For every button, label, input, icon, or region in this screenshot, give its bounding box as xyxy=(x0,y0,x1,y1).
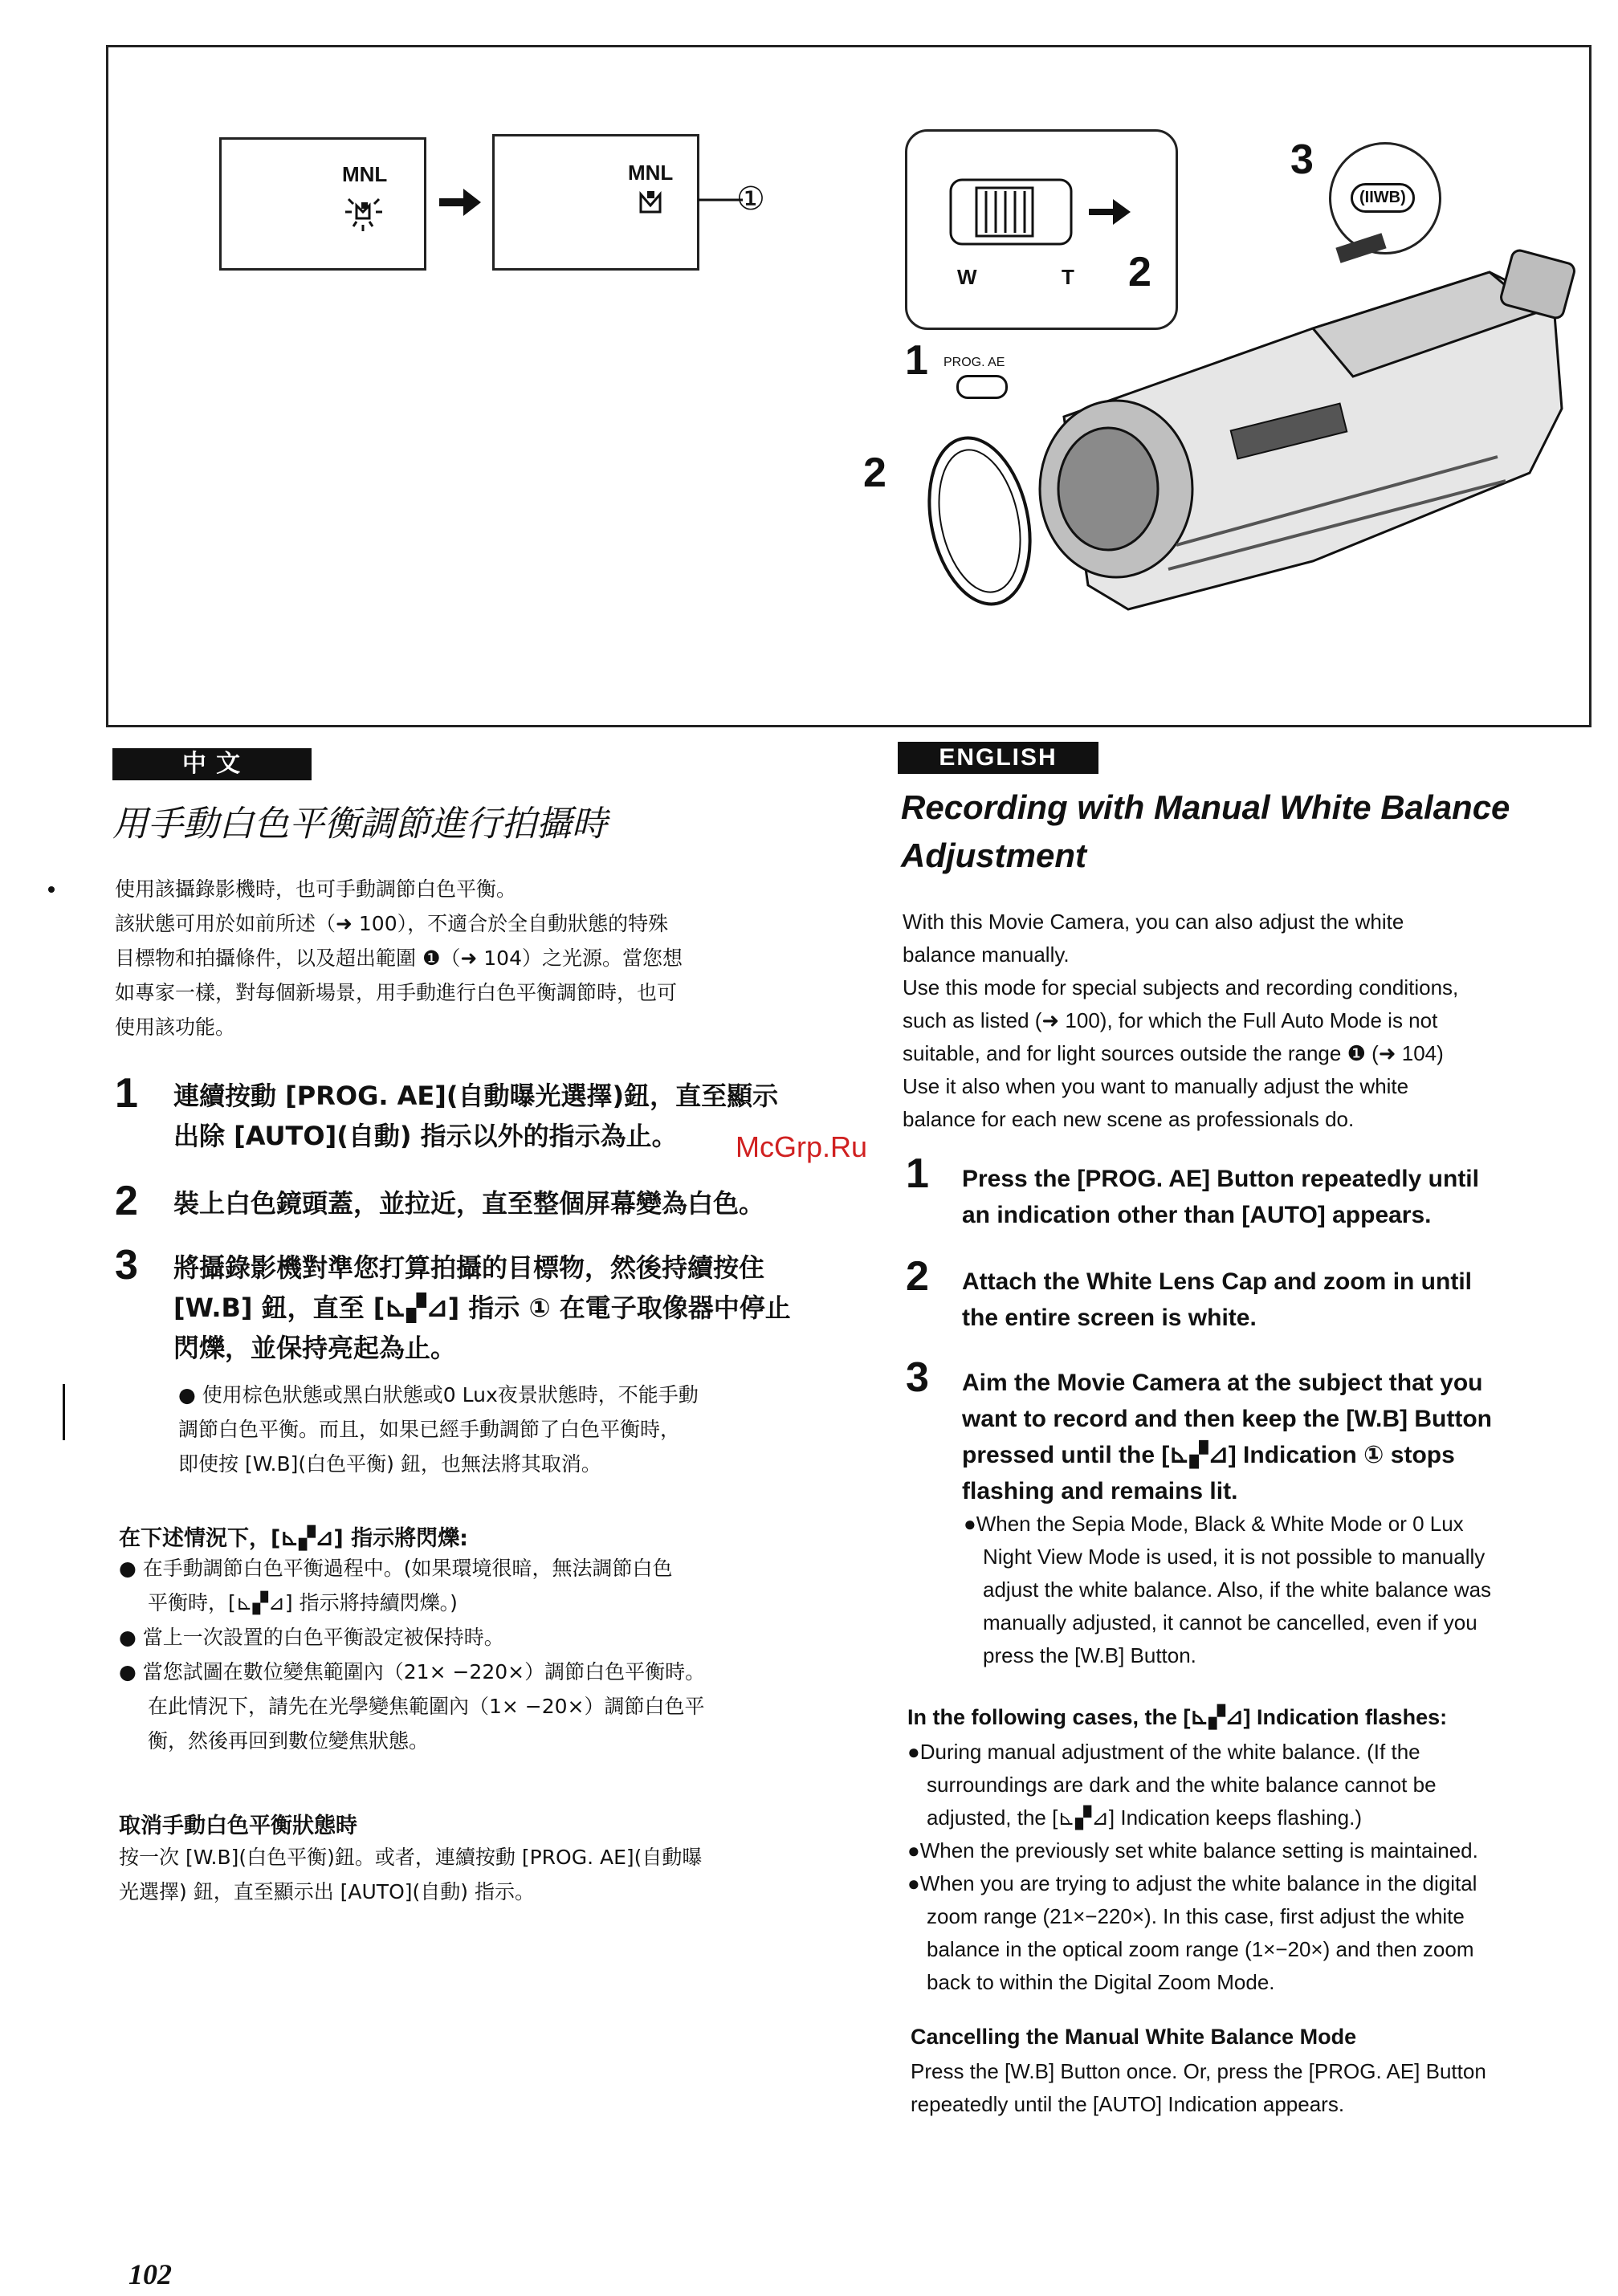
english-section-tag: ENGLISH xyxy=(898,742,1098,774)
text-line: Night View Mode is used, it is not possible to manually xyxy=(983,1545,1486,1569)
figure-step-2-lens-cap: 2 xyxy=(863,450,886,496)
list-item: ●When you are trying to adjust the white balance in the digital xyxy=(907,1871,1477,1895)
text-line: 裝上白色鏡頭蓋，並拉近，直至整個屏幕變為白色。 xyxy=(173,1188,765,1219)
prog-ae-button-icon xyxy=(956,375,1008,399)
list-item: balance in the optical zoom range (1×−20×) and then zoom xyxy=(927,1937,1474,1961)
text-line: 使用該攝錄影機時，也可手動調節白色平衡。 xyxy=(115,877,517,901)
english-cancel-heading: Cancelling the Manual White Balance Mode xyxy=(911,2025,1357,2049)
text-line: balance for each new scene as professionals do. xyxy=(903,1107,1355,1131)
list-item: zoom range (21×−220×). In this case, first adjust the white xyxy=(927,1904,1465,1928)
prog-ae-label: PROG. AE xyxy=(943,356,1005,369)
text-line: such as listed (➜ 100), for which the Full Auto Mode is not xyxy=(903,1008,1438,1032)
text-line: ●When the Sepia Mode, Black & White Mode or 0 Lux xyxy=(964,1512,1464,1536)
text-line: 連續按動 [PROG. AE](自動曝光選擇)鈕，直至顯示 xyxy=(173,1081,779,1111)
illustration-frame xyxy=(106,45,1592,727)
text-line: 按一次 [W.B](白色平衡)鈕。或者，連續按動 [PROG. AE](自動曝 xyxy=(119,1846,703,1869)
text-line: Attach the White Lens Cap and zoom in until xyxy=(962,1268,1472,1295)
figure-step-2-zoom: 2 xyxy=(1128,249,1151,295)
figure-step-1: 1 xyxy=(905,337,928,384)
text-line: ● 使用棕色狀態或黑白狀態或0 Lux夜景狀態時，不能手動 xyxy=(178,1383,699,1407)
arrow-right-icon xyxy=(436,182,484,222)
white-balance-flashing-icon xyxy=(342,188,398,236)
list-item: ●When the previously set white balance setting is maintained. xyxy=(907,1838,1478,1862)
text-line: 即使按 [W.B](白色平衡) 鈕，也無法將其取消。 xyxy=(178,1452,601,1476)
chinese-step-2-text xyxy=(173,1183,856,1223)
english-title xyxy=(901,784,1608,880)
english-flash-heading: In the following cases, the [⊾▞⊿] Indication flashes: xyxy=(907,1705,1448,1729)
list-item: ● 當您試圖在數位變焦範圍內（21× −220×）調節白色平衡時。 xyxy=(119,1660,706,1683)
english-step-3-text xyxy=(962,1365,1604,1509)
viewfinder-display-flashing xyxy=(219,137,426,271)
title-line: Adjustment xyxy=(901,837,1086,874)
chinese-step-2-number: 2 xyxy=(115,1178,138,1224)
text-line: repeatedly until the [AUTO] Indication appears. xyxy=(911,2092,1345,2116)
text-line: 該狀態可用於如前所述（➜ 100），不適合於全自動狀態的特殊 xyxy=(115,912,669,935)
chinese-intro xyxy=(115,872,838,1044)
chinese-step-3-number: 3 xyxy=(115,1242,138,1288)
zoom-t-label: T xyxy=(1062,265,1074,289)
chinese-flash-heading: 在下述情況下，[⊾▞⊿] 指示將閃爍: xyxy=(119,1526,468,1551)
text-line: 目標物和拍攝條件，以及超出範圍 ❶（➜ 104）之光源。當您想 xyxy=(115,946,683,970)
text-line: [W.B] 鈕，直至 [⊾▞⊿] 指示 ① 在電子取像器中停止 xyxy=(173,1293,791,1323)
english-step-1-number: 1 xyxy=(906,1150,929,1197)
page-number: 102 xyxy=(128,2258,172,2290)
text-line: balance manually. xyxy=(903,942,1070,967)
text-line: Use this mode for special subjects and recording conditions, xyxy=(903,975,1459,999)
chinese-step-1-number: 1 xyxy=(115,1070,138,1117)
list-item: back to within the Digital Zoom Mode. xyxy=(927,1970,1275,1994)
text-line: manually adjusted, it cannot be cancelled, even if you xyxy=(983,1610,1477,1634)
text-line: Press the [PROG. AE] Button repeatedly until xyxy=(962,1166,1479,1192)
callout-number-1: ① xyxy=(736,181,765,217)
figure-step-3: 3 xyxy=(1290,136,1314,183)
chinese-flash-list xyxy=(119,1551,842,1758)
mnl-indicator: MNL xyxy=(342,162,388,186)
text-line: want to record and then keep the [W.B] Button xyxy=(962,1406,1492,1432)
chinese-section-tag: 中 文 xyxy=(112,748,312,780)
movie-camera-illustration xyxy=(976,208,1586,657)
text-line: Press the [W.B] Button once. Or, press the [PROG. AE] Button xyxy=(911,2059,1486,2083)
english-step-2-text xyxy=(962,1264,1604,1336)
chinese-cancel-heading: 取消手動白色平衡狀態時 xyxy=(119,1814,357,1838)
list-item: ● 當上一次設置的白色平衡設定被保持時。 xyxy=(119,1626,504,1649)
text-line: an indication other than [AUTO] appears. xyxy=(962,1202,1432,1228)
text-line: press the [W.B] Button. xyxy=(983,1643,1196,1667)
list-item: 平衡時，[⊾▞⊿] 指示將持續閃爍。) xyxy=(148,1591,458,1614)
list-item: adjusted, the [⊾▞⊿] Indication keeps flashing.) xyxy=(927,1805,1362,1830)
margin-dot xyxy=(48,886,55,893)
title-line: Recording with Manual White Balance xyxy=(901,788,1510,826)
viewfinder-display-lit xyxy=(492,134,699,271)
text-line: 出除 [AUTO](自動) 指示以外的指示為止。 xyxy=(173,1121,678,1151)
text-line: suitable, and for light sources outside the range ❶ (➜ 104) xyxy=(903,1041,1444,1065)
english-flash-list xyxy=(907,1736,1614,1999)
english-step-3-note xyxy=(964,1508,1606,1672)
english-intro xyxy=(903,906,1609,1136)
list-item: surroundings are dark and the white balance cannot be xyxy=(927,1773,1437,1797)
list-item: ●During manual adjustment of the white balance. (If the xyxy=(907,1740,1420,1764)
text-line: the entire screen is white. xyxy=(962,1305,1257,1331)
chinese-step-3-text xyxy=(173,1248,856,1368)
english-cancel-body xyxy=(911,2055,1617,2121)
list-item: 在此情況下，請先在光學變焦範圍內（1× −20×）調節白色平 xyxy=(148,1695,705,1718)
english-step-1-text xyxy=(962,1161,1604,1233)
zoom-w-label: W xyxy=(957,265,977,289)
english-step-3-number: 3 xyxy=(906,1354,929,1401)
chinese-step-3-note xyxy=(178,1378,853,1481)
text-line: Use it also when you want to manually adjust the white xyxy=(903,1074,1409,1098)
watermark: McGrp.Ru xyxy=(736,1130,868,1163)
text-line: 調節白色平衡。而且，如果已經手動調節了白色平衡時， xyxy=(178,1418,681,1441)
white-lens-cap-illustration xyxy=(911,425,1048,617)
text-line: 使用該功能。 xyxy=(115,1016,236,1039)
list-item: 衡，然後再回到數位變焦狀態。 xyxy=(148,1729,430,1753)
text-line: 將攝錄影機對準您打算拍攝的目標物，然後持續按住 xyxy=(173,1252,765,1283)
wb-button-icon: (IIWB) xyxy=(1351,183,1415,213)
chinese-title: 用手動白色平衡調節進行拍攝時 xyxy=(112,804,607,845)
white-balance-icon xyxy=(636,188,684,220)
text-line: adjust the white balance. Also, if the white balance was xyxy=(983,1577,1492,1602)
text-line: With this Movie Camera, you can also adjust the white xyxy=(903,910,1404,934)
mnl-indicator: MNL xyxy=(628,161,674,185)
text-line: pressed until the [⊾▞⊿] Indication ① stops xyxy=(962,1442,1455,1468)
text-line: 如專家一樣，對每個新場景，用手動進行白色平衡調節時，也可 xyxy=(115,981,678,1004)
text-line: flashing and remains lit. xyxy=(962,1478,1238,1504)
list-item: ● 在手動調節白色平衡過程中。(如果環境很暗，無法調節白色 xyxy=(119,1557,673,1580)
text-line: Aim the Movie Camera at the subject that you xyxy=(962,1370,1483,1396)
margin-bar xyxy=(63,1384,65,1440)
english-step-2-number: 2 xyxy=(906,1253,929,1300)
text-line: 閃爍，並保持亮起為止。 xyxy=(173,1333,457,1363)
chinese-cancel-body xyxy=(119,1840,842,1909)
text-line: 光選擇) 鈕，直至顯示出 [AUTO](自動) 指示。 xyxy=(119,1880,535,1903)
